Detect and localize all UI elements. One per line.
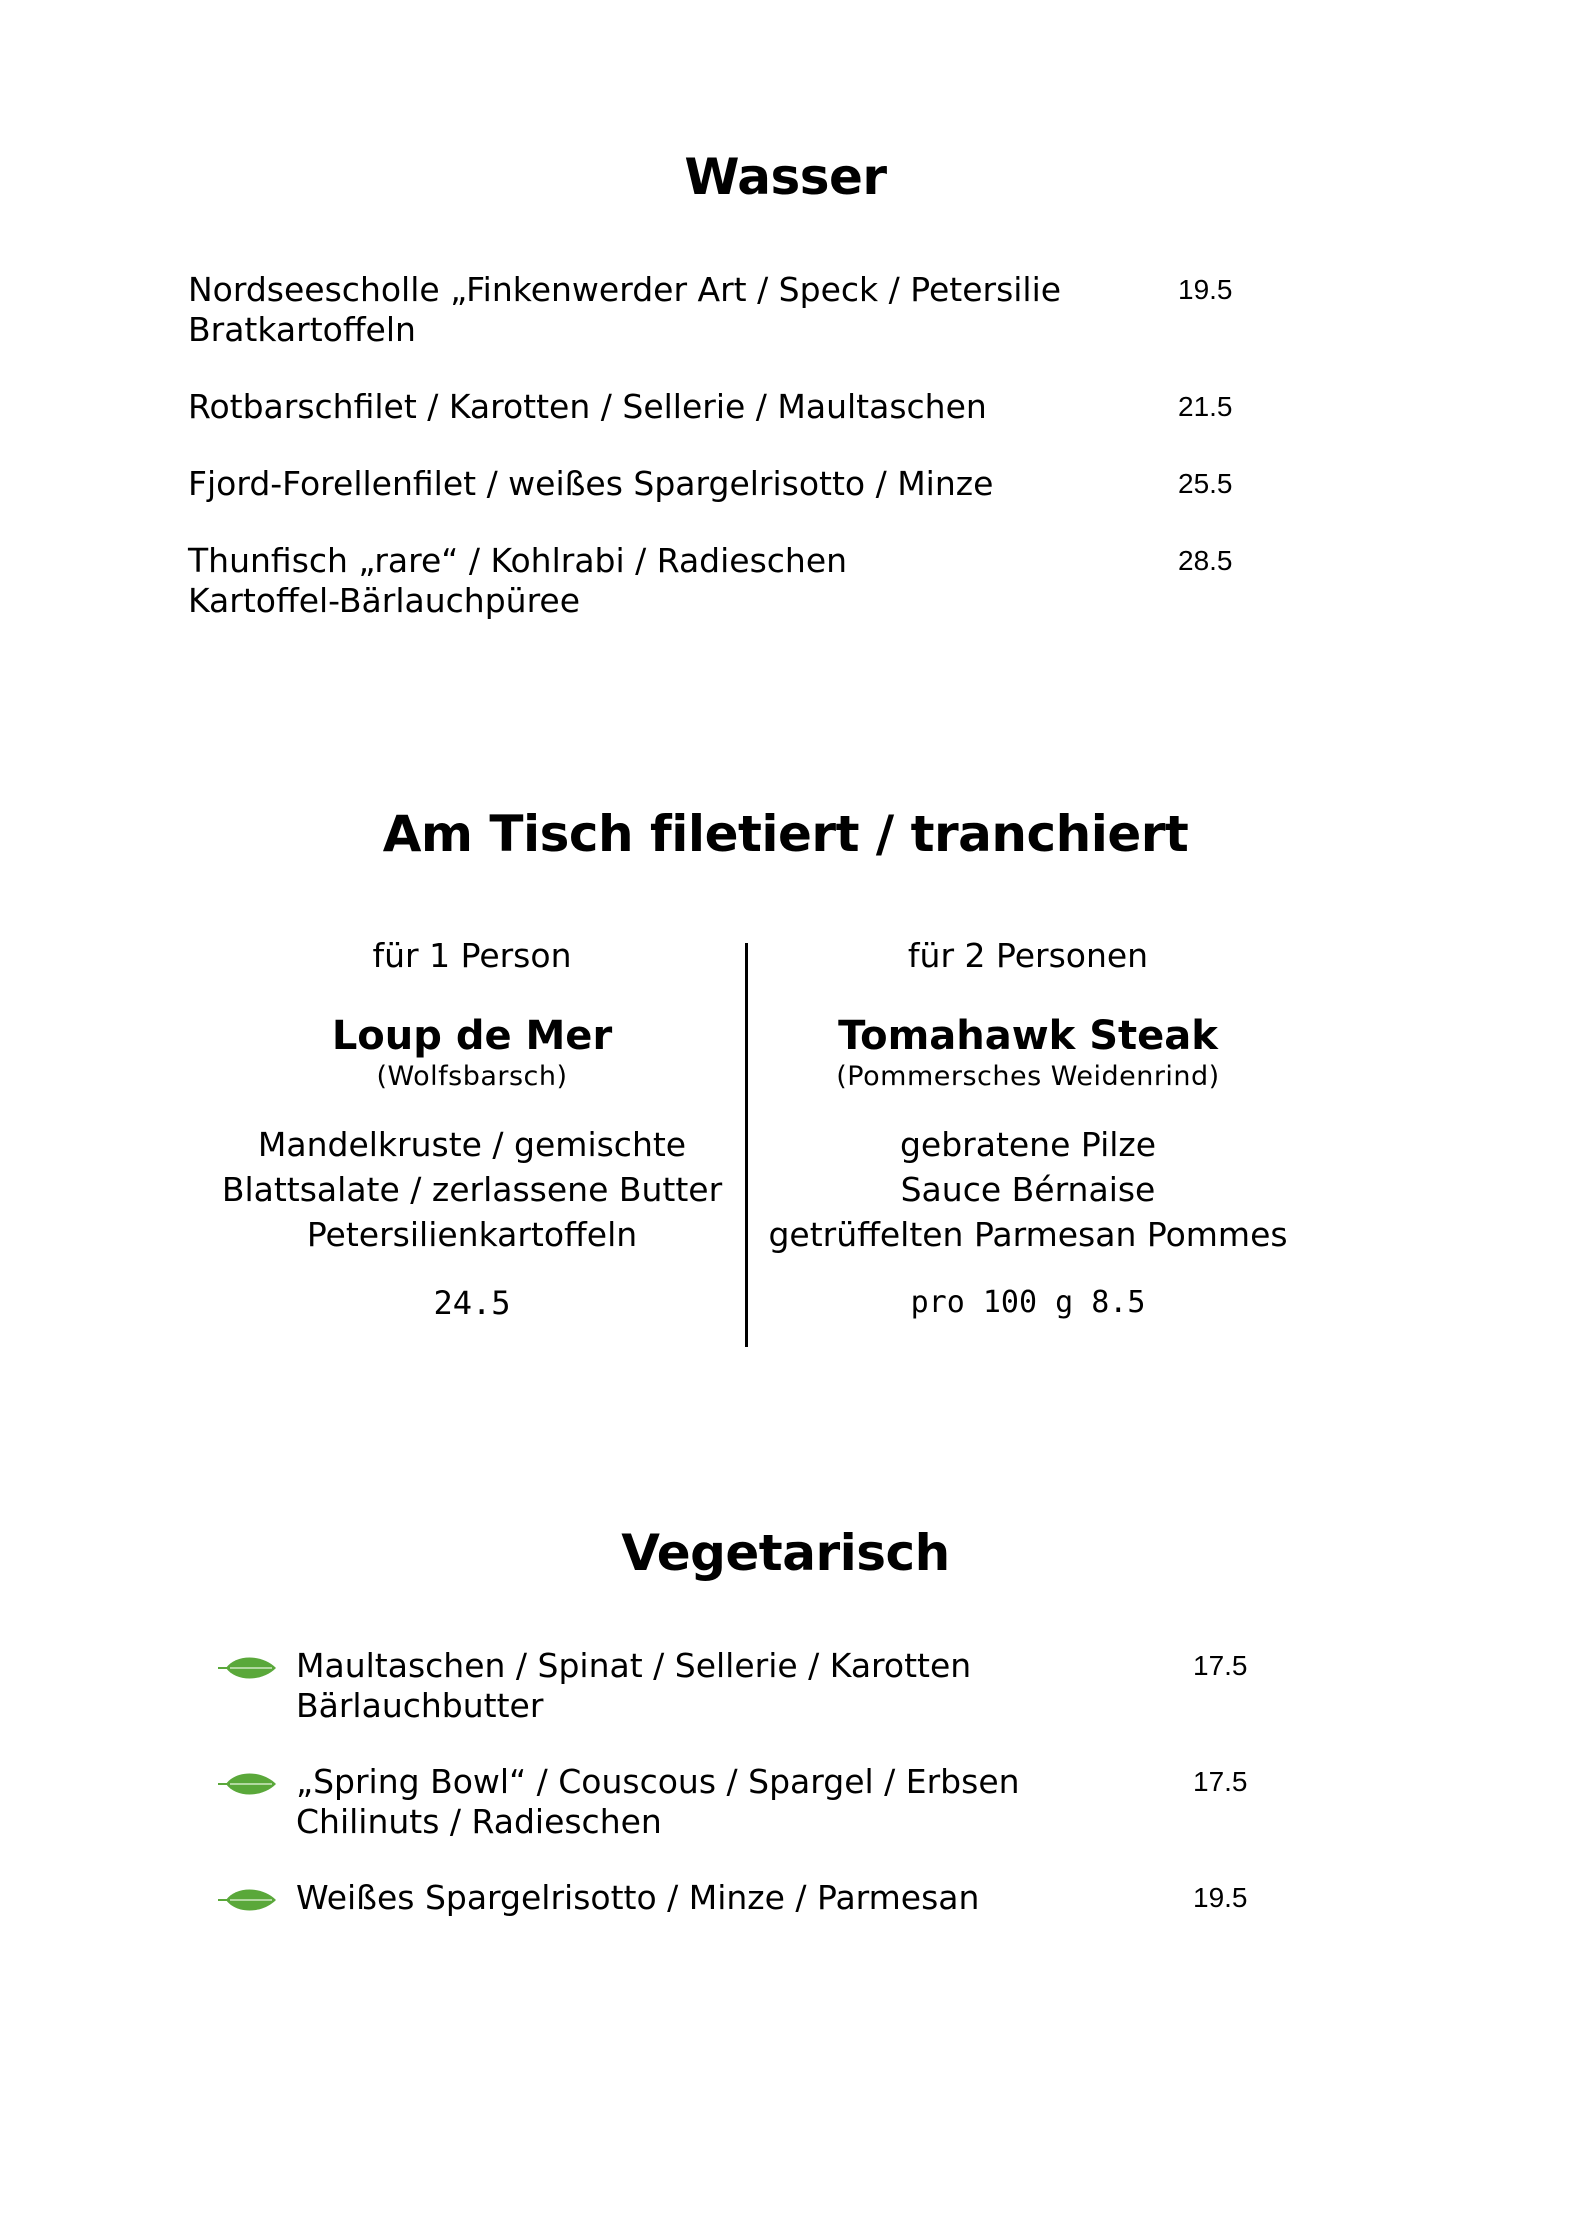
description-line: getrüffelten Parmesan Pommes [768, 1215, 1288, 1254]
item-line: Fjord-Forellenfilet / weißes Spargelrisotto / Minze [188, 464, 994, 503]
item-line: Maultaschen / Spinat / Sellerie / Karotten [296, 1646, 972, 1685]
option-two-persons [748, 936, 1308, 1323]
menu-item-name [188, 464, 993, 504]
item-line: Chilinuts / Radieschen [296, 1802, 662, 1841]
option-one-person [192, 936, 752, 1323]
dish-description [192, 1122, 752, 1257]
item-line: Bärlauchbutter [296, 1686, 544, 1725]
serving-size-label: für 2 Personen [907, 936, 1149, 975]
dish-subtitle: (Pommersches Weidenrind) [836, 1061, 1220, 1092]
item-line: Weißes Spargelrisotto / Minze / Parmesan [296, 1878, 980, 1917]
menu-item-name [296, 1878, 979, 1918]
description-line: Petersilienkartoffeln [306, 1215, 638, 1254]
menu-item-name [296, 1646, 971, 1726]
menu-item-name [296, 1762, 1020, 1842]
leaf-icon [218, 1884, 278, 1916]
dish-price: 24.5 [433, 1284, 511, 1322]
dish-name: Tomahawk Steak [838, 1013, 1218, 1059]
item-line: Bratkartoffeln [188, 310, 416, 349]
menu-item-name [188, 541, 847, 621]
item-line: Kartoffel-Bärlauchpüree [188, 581, 581, 620]
leaf-icon [218, 1768, 278, 1800]
section-title-wasser: Wasser [684, 148, 887, 206]
menu-item-price: 25.5 [1178, 468, 1233, 499]
item-line: „Spring Bowl“ / Couscous / Spargel / Erbsen [296, 1762, 1020, 1801]
item-line: Rotbarschfilet / Karotten / Sellerie / Maultaschen [188, 387, 987, 426]
section-title-am-tisch: Am Tisch filetiert / tranchiert [382, 805, 1189, 863]
dish-name: Loup de Mer [331, 1013, 613, 1059]
menu-item-price: 17.5 [1193, 1650, 1248, 1681]
menu-item-name [188, 387, 987, 427]
dish-subtitle: (Wolfsbarsch) [376, 1061, 568, 1092]
menu-item-name [188, 270, 1061, 350]
dish-price: pro 100 g 8.5 [910, 1285, 1146, 1320]
item-line: Nordseescholle „Finkenwerder Art / Speck / Petersilie [188, 270, 1062, 309]
dish-description [748, 1122, 1308, 1257]
menu-item-price: 28.5 [1178, 545, 1233, 576]
description-line: gebratene Pilze [899, 1125, 1157, 1164]
description-line: Mandelkruste / gemischte [257, 1125, 687, 1164]
description-line: Sauce Bérnaise [900, 1170, 1156, 1209]
leaf-icon [218, 1652, 278, 1684]
menu-item-price: 19.5 [1193, 1882, 1248, 1913]
serving-size-label: für 1 Person [372, 936, 572, 975]
menu-item-price: 21.5 [1178, 391, 1233, 422]
item-line: Thunfisch „rare“ / Kohlrabi / Radieschen [188, 541, 848, 580]
menu-item-price: 19.5 [1178, 274, 1233, 305]
menu-item-price: 17.5 [1193, 1766, 1248, 1797]
section-title-vegetarisch: Vegetarisch [621, 1524, 950, 1582]
description-line: Blattsalate / zerlassene Butter [221, 1170, 723, 1209]
